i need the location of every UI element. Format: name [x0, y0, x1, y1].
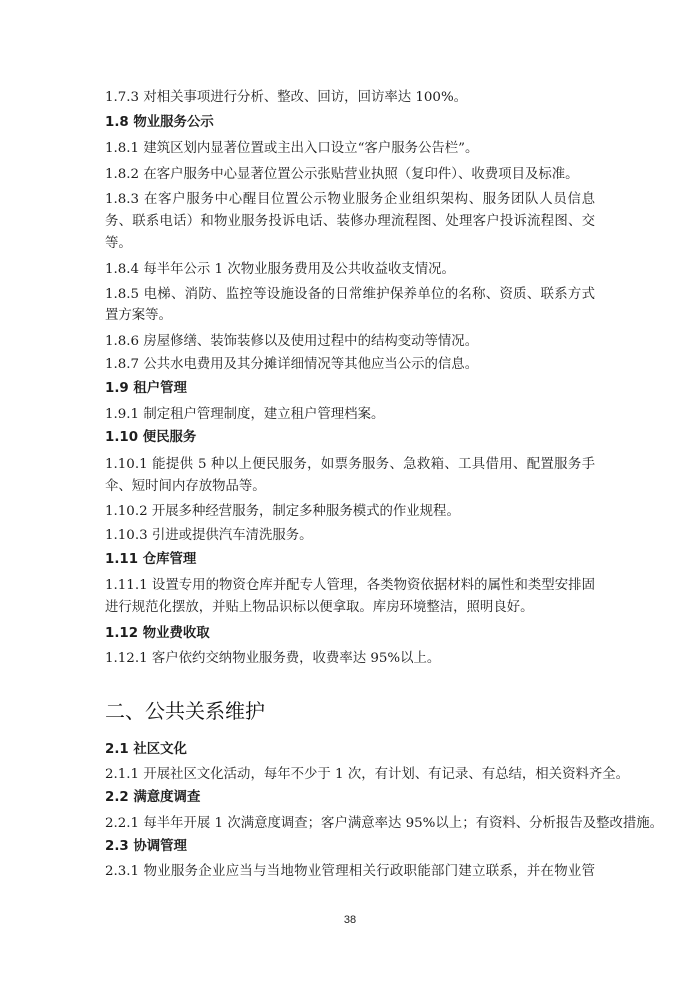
heading-1-10: 1.10 便民服务 — [105, 430, 197, 445]
heading-1-11: 1.11 仓库管理 — [105, 552, 197, 567]
paragraph-1-12-1: 1.12.1 客户依约交纳物业服务费，收费率达 95%以上。 — [105, 651, 441, 666]
chapter-heading: 二、公共关系维护 — [105, 699, 265, 723]
paragraph-1-8-3-line-3: 等。 — [105, 236, 132, 251]
page-number: 38 — [343, 914, 357, 926]
heading-1-8: 1.8 物业服务公示 — [105, 115, 214, 130]
paragraph-1-8-1: 1.8.1 建筑区划内显著位置或主出入口设立“客户服务公告栏”。 — [105, 141, 479, 156]
heading-1-9: 1.9 租户管理 — [105, 381, 187, 396]
paragraph-1-10-1-line-1: 1.10.1 能提供 5 种以上便民服务，如票务服务、急救箱、工具借用、配置服务手 — [105, 457, 595, 472]
paragraph-1-8-2: 1.8.2 在客户服务中心显著位置公示张贴营业执照（复印件）、收费项目及标准。 — [105, 167, 579, 182]
paragraph-1-10-2: 1.10.2 开展多种经营服务，制定多种服务模式的作业规程。 — [105, 504, 460, 519]
paragraph-2-1-1: 2.1.1 开展社区文化活动，每年不少于 1 次，有计划、有记录、有总结，相关资料齐全。 — [105, 767, 630, 782]
paragraph-1-7-3: 1.7.3 对相关事项进行分析、整改、回访，回访率达 100%。 — [105, 90, 468, 105]
paragraph-1-8-5-line-2: 置方案等。 — [105, 308, 172, 323]
paragraph-1-8-3-line-1: 1.8.3 在客户服务中心醒目位置公示物业服务企业组织架构、服务团队人员信息 — [105, 192, 595, 207]
paragraph-1-11-1-line-1: 1.11.1 设置专用的物资仓库并配专人管理，各类物资依据材料的属性和类型安排固 — [105, 578, 595, 593]
heading-2-1: 2.1 社区文化 — [105, 742, 187, 757]
paragraph-1-10-3: 1.10.3 引进或提供汽车清洗服务。 — [105, 528, 313, 543]
heading-2-2: 2.2 满意度调查 — [105, 790, 201, 805]
paragraph-1-9-1: 1.9.1 制定租户管理制度，建立租户管理档案。 — [105, 407, 385, 422]
heading-1-12: 1.12 物业费收取 — [105, 626, 210, 641]
paragraph-2-3-1: 2.3.1 物业服务企业应当与当地物业管理相关行政职能部门建立联系，并在物业管 — [105, 864, 595, 879]
heading-2-3: 2.3 协调管理 — [105, 839, 187, 854]
paragraph-1-8-4: 1.8.4 每半年公示 1 次物业服务费用及公共收益收支情况。 — [105, 262, 455, 277]
paragraph-1-8-6: 1.8.6 房屋修缮、装饰装修以及使用过程中的结构变动等情况。 — [105, 334, 479, 349]
paragraph-1-10-1-line-2: 伞、短时间内存放物品等。 — [105, 479, 266, 494]
paragraph-1-8-5-line-1: 1.8.5 电梯、消防、监控等设施设备的日常维护保养单位的名称、资质、联系方式 — [105, 287, 595, 302]
paragraph-1-8-3-line-2: 务、联系电话）和物业服务投诉电话、装修办理流程图、处理客户投诉流程图、交 — [105, 214, 595, 229]
paragraph-1-8-7: 1.8.7 公共水电费用及其分摊详细情况等其他应当公示的信息。 — [105, 357, 479, 372]
paragraph-1-11-1-line-2: 进行规范化摆放，并贴上物品识标以便拿取。库房环境整洁，照明良好。 — [105, 600, 534, 615]
paragraph-2-2-1: 2.2.1 每半年开展 1 次满意度调查；客户满意率达 95%以上；有资料、分析报告及整改措施。 — [105, 816, 664, 831]
